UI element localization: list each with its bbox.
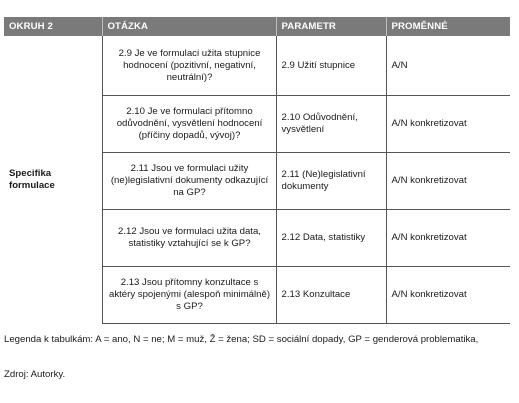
variables-cell: A/N: [386, 36, 510, 96]
question-cell: 2.9 Je ve formulaci užita stupnice hodnocení (pozitivní, negativní, neutrální)?: [102, 36, 276, 96]
parameter-cell: 2.12 Data, statistiky: [276, 210, 386, 267]
variables-cell: A/N konkretizovat: [386, 267, 510, 324]
table-row: [4, 36, 510, 96]
header-otazka: OTÁZKA: [102, 17, 276, 36]
source-note: Zdroj: Autorky.: [4, 369, 66, 380]
question-cell: 2.11 Jsou ve formulaci užity (ne)legislativní dokumenty odkazující na GP?: [102, 153, 276, 210]
criteria-table: [4, 17, 510, 324]
variables-cell: A/N konkretizovat: [386, 96, 510, 153]
header-okruh: OKRUH 2: [4, 17, 102, 36]
question-cell: 2.10 Je ve formulaci přítomno odůvodnění, vysvětlení hodnocení (příčiny dopadů, vývoj)?: [102, 96, 276, 153]
question-cell: 2.13 Jsou přítomny konzultace s aktéry spojenými (alespoň minimálně) s GP?: [102, 267, 276, 324]
table-header-row: [4, 17, 510, 36]
parameter-cell: 2.13 Konzultace: [276, 267, 386, 324]
group-label: Specifika formulace: [4, 36, 102, 324]
table-legend: [4, 333, 514, 346]
parameter-cell: 2.11 (Ne)legislativní dokumenty: [276, 153, 386, 210]
header-promenne: PROMĚNNÉ: [386, 17, 510, 36]
variables-cell: A/N konkretizovat: [386, 153, 510, 210]
header-parametr: PARAMETR: [276, 17, 386, 36]
parameter-cell: 2.9 Užití stupnice: [276, 36, 386, 96]
variables-cell: A/N konkretizovat: [386, 210, 510, 267]
legend-text: Legenda k tabulkám: A = ano, N = ne; M = muž, Ž = žena; SD = sociální dopady, GP = genderová problematika,: [4, 334, 479, 345]
question-cell: 2.12 Jsou ve formulaci užita data, statistiky vztahující se k GP?: [102, 210, 276, 267]
parameter-cell: 2.10 Odůvodnění, vysvětlení: [276, 96, 386, 153]
